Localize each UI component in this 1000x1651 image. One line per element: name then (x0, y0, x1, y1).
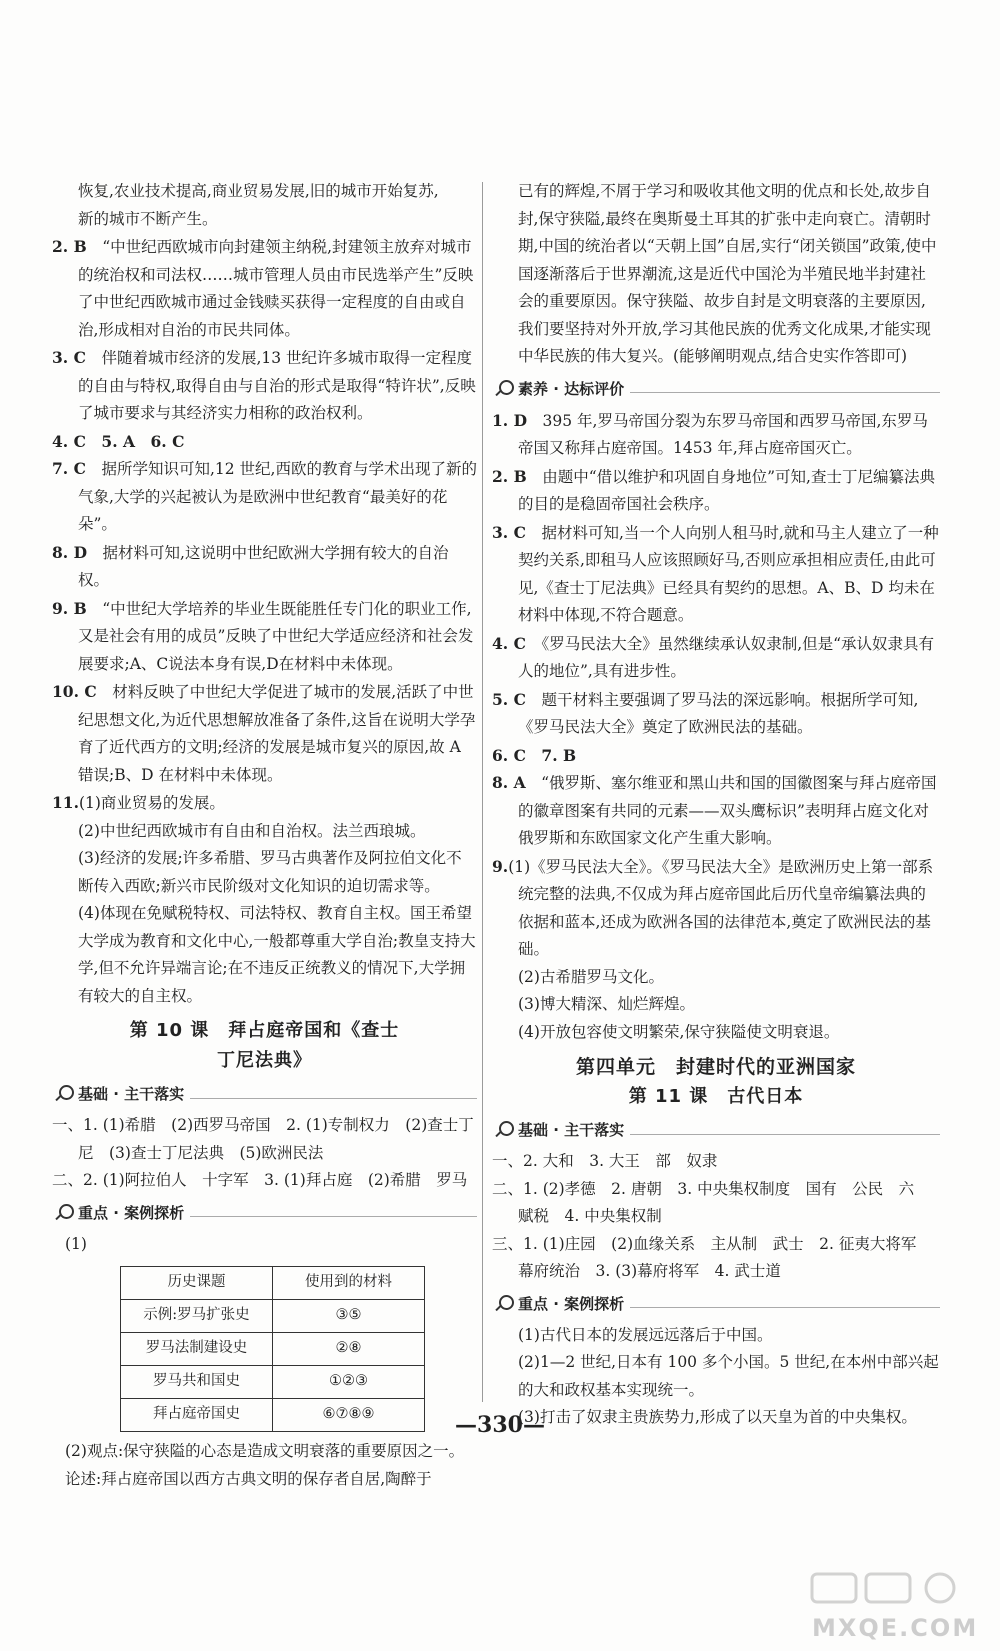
answer-number: 11. (52, 793, 79, 812)
answer-number: 7. C (52, 459, 86, 478)
answer-item: 6. C 7. B (492, 745, 577, 765)
answer-part: (1)古代日本的发展远远落后于中国。 (518, 1325, 773, 1344)
answer-part: (2)1—2 世纪,日本有 100 多个小国。5 世纪,在本州中部兴起的大和政权基本实现统一。 (518, 1353, 939, 1399)
answer-item (52, 678, 477, 789)
answer-number: 9. B (52, 598, 87, 618)
answer-number: 4. C (492, 633, 526, 653)
section-label: 基础 · 主干落实 (518, 1121, 625, 1140)
magnifier-icon (492, 1294, 514, 1316)
lesson-title (52, 1016, 477, 1076)
table-row (121, 1333, 425, 1366)
watermark-url: MXQE.COM (812, 1614, 979, 1642)
table-cell: 罗马法制建设史 (121, 1333, 273, 1366)
answer-item: 一、2. 大和 3. 大王 部 奴隶 (492, 1152, 718, 1170)
answer-explanation: 材料反映了中世纪大学促进了城市的发展,活跃了中世纪思想文化,为近代思想解放准备了条件,这旨在说明大学孕育了近代西方的文明;经济的发展是城市复兴的原因,故 A 错误;B、D 在材料中未体现。 (78, 683, 476, 784)
answer-item (492, 853, 940, 964)
watermark (800, 1570, 980, 1642)
answer-item (492, 630, 940, 686)
watermark-logo (810, 1570, 970, 1606)
table-row (121, 1366, 425, 1399)
section-rule (190, 1098, 477, 1099)
answer-number: 10. C (52, 682, 97, 701)
table-cell: 示例:罗马扩张史 (121, 1300, 273, 1333)
answer-explanation: 伴随着城市经济的发展,13 世纪许多城市取得一定程度的自由与特权,取得自由与自治的形式是取得“特许状”,反映了城市要求与其经济实力相称的政治权利。 (78, 349, 476, 422)
answer-explanation: “中世纪大学培养的毕业生既能胜任专门化的职业工作,又是社会有用的成员”反映了中世纪大学适应经济和社会发展要求;A、C说法本身有误,D在材料中未体现。 (78, 599, 474, 673)
answer-part: (2)中世纪西欧城市有自由和自治权。法兰西琅城。 (78, 821, 426, 840)
section-rule (190, 1216, 477, 1217)
section-label: 重点 · 案例探析 (518, 1294, 625, 1313)
answer-item (52, 595, 477, 679)
answer-item (52, 233, 477, 344)
lesson-title-line: 丁尼法典》 (217, 1050, 312, 1071)
answer-explanation: “俄罗斯、塞尔维亚和黑山共和国的国徽图案与拜占庭帝国的徽章图案有共同的元素——双头鹰标识”表明拜占庭文化对俄罗斯和东欧国家文化产生重大影响。 (518, 774, 937, 847)
table-cell: ②⑧ (273, 1333, 425, 1366)
answer-number: 2. B (52, 237, 87, 256)
answer-number: 1. D (492, 410, 528, 430)
table-cell: ⑥⑦⑧⑨ (273, 1399, 425, 1432)
section-rule (630, 392, 940, 393)
answer-part: 论述:拜占庭帝国以西方古典文明的保存者自居,陶醉于 (65, 1469, 432, 1488)
answer-item (492, 463, 940, 519)
answer-part: (2)观点:保守狭隘的心态是造成文明衰落的重要原因之一。 (65, 1442, 465, 1460)
answer-explanation: 由题中“借以维护和巩固自身地位”可知,查士丁尼编纂法典的目的是稳固帝国社会秩序。 (518, 467, 935, 513)
answer-item: 一、1. (1)希腊 (2)西罗马帝国 2. (1)专制权力 (2)查士丁尼 (3)查士丁尼法典 (5)欧洲民法 (52, 1116, 474, 1162)
section-header (52, 1199, 477, 1229)
answer-item: 二、1. (2)孝德 2. 唐朝 3. 中央集权制度 国有 公民 六 赋税 4. 中央集权制 (492, 1179, 930, 1225)
answer-item (52, 455, 477, 539)
answer-part: (1)《罗马民法大全》。《罗马民法大全》是欧洲历史上第一部系统完整的法典,不仅成为拜占庭帝国此后历代皇帝编纂法典的依据和蓝本,还成为欧洲各国的法律范本,奠定了欧洲民法的基础。 (508, 857, 934, 958)
answer-part: (3)博大精深、灿烂辉煌。 (518, 995, 695, 1013)
materials-table (120, 1266, 425, 1432)
answer-item (492, 519, 940, 630)
section-header (492, 1116, 940, 1146)
answer-part: (2)古希腊罗马文化。 (518, 967, 664, 986)
table-header: 历史课题 (121, 1267, 273, 1300)
section-rule (630, 1134, 940, 1135)
right-column (492, 178, 940, 1432)
magnifier-icon (492, 379, 514, 401)
answer-number: 3. C (492, 522, 526, 542)
answer-part: (3)经济的发展;许多希腊、罗马古典著作及阿拉伯文化不断传入西欧;新兴市民阶级对文化知识的迫切需求等。 (78, 849, 462, 895)
table-cell: ③⑤ (273, 1300, 425, 1333)
answer-number: 9. (492, 856, 509, 876)
answer-item (492, 769, 940, 853)
answer-explanation: “中世纪西欧城市向封建领主纳税,封建领主放弃对城市的统治权和司法权……城市管理人员由市民选举产生”反映了中世纪西欧城市通过金钱赎买获得一定程度的自由或自治,形成相对自治的市民共同体。 (78, 238, 474, 339)
magnifier-icon (52, 1084, 74, 1106)
magnifier-icon (492, 1120, 514, 1142)
answer-part: (3)打击了奴隶主贵族势力,形成了以天皇为首的中央集权。 (518, 1408, 917, 1426)
answer-part: (4)体现在免赋税特权、司法特权、教育自主权。国王希望大学成为教育和文化中心,一般都尊重大学自治;教皇支持大学,但不允许异端言论;在不违反正统教义的情况下,大学拥有较大的自主权。 (78, 904, 476, 1005)
answer-number: 8. A (492, 773, 526, 792)
answer-item (52, 539, 477, 595)
answer-item: 4. C 5. A 6. C (52, 431, 185, 451)
lesson-title: 第 11 课 古代日本 (628, 1086, 804, 1107)
answer-item: 二、2. (1)阿拉伯人 十字军 3. (1)拜占庭 (2)希腊 罗马 (52, 1171, 468, 1189)
table-header-row (121, 1267, 425, 1300)
answer-item (52, 789, 477, 818)
table-cell: ①②③ (273, 1366, 425, 1399)
lesson-title-line: 第 10 课 拜占庭帝国和《查士 (129, 1020, 400, 1041)
answer-item (492, 407, 940, 463)
section-rule (630, 1307, 940, 1308)
answer-part: (4)开放包容使文明繁荣,保守狭隘使文明衰退。 (518, 1022, 840, 1041)
answer-number: 5. C (492, 689, 526, 709)
answer-explanation: 《罗马民法大全》虽然继续承认奴隶制,但是“承认奴隶具有人的地位”,具有进步性。 (518, 634, 935, 680)
section-label: 基础 · 主干落实 (78, 1085, 185, 1104)
page-number: —330— (455, 1412, 545, 1438)
answer-item (492, 686, 940, 742)
table-header: 使用到的材料 (273, 1267, 425, 1300)
answer-part: (1) (65, 1234, 87, 1253)
section-label: 重点 · 案例探析 (78, 1203, 185, 1222)
continued-text: 恢复,农业技术提高,商业贸易发展,旧的城市开始复苏, (78, 182, 439, 200)
continued-text: 已有的辉煌,不屑于学习和吸收其他文明的优点和长处,故步自封,保守狭隘,最终在奥斯曼土耳其的扩张中走向衰亡。清朝时期,中国的统治者以“天朝上国”自居,实行“闭关锁国”政策,使中国逐渐落后于世界潮流,这是近代中国沦为半殖民地半封建社会的重要原因。保守狭隘、故步自封是文明衰落的主要原因,我们要坚持对外开放,学习其他民族的优秀文化成果,才能实现中华民族的伟大复兴。(能够阐明观点,结合史实作答即可) (518, 182, 937, 365)
table-row (121, 1300, 425, 1333)
left-column (52, 178, 477, 1493)
answer-number: 2. B (492, 466, 527, 486)
answer-explanation: 据材料可知,当一个人向别人租马时,就和马主人建立了一种契约关系,即租马人应该照顾好马,否则应承担相应责任,由此可见,《查士丁尼法典》已经具有契约的思想。A、B、D 均未在材料中体现,不符合题意。 (518, 523, 939, 624)
answer-explanation: 题干材料主要强调了罗马法的深远影响。根据所学可知,《罗马民法大全》奠定了欧洲民法的基础。 (518, 690, 919, 736)
answer-number: 3. C (52, 348, 86, 367)
section-header (52, 1080, 477, 1110)
unit-title: 第四单元 封建时代的亚洲国家 (575, 1056, 856, 1078)
table-cell: 拜占庭帝国史 (121, 1399, 273, 1432)
column-divider (482, 182, 483, 1402)
answer-item (52, 344, 477, 428)
section-header (492, 1290, 940, 1320)
table-cell: 罗马共和国史 (121, 1366, 273, 1399)
section-header (492, 375, 940, 405)
answer-explanation: 据材料可知,这说明中世纪欧洲大学拥有较大的自治权。 (78, 543, 449, 589)
answer-explanation: 395 年,罗马帝国分裂为东罗马帝国和西罗马帝国,东罗马帝国又称拜占庭帝国。1453 年,拜占庭帝国灭亡。 (518, 411, 928, 457)
answer-item: 三、1. (1)庄园 (2)血缘关系 主从制 武士 2. 征夷大将军 幕府统治 3. (3)幕府将军 4. 武士道 (492, 1234, 932, 1280)
answer-explanation: 据所学知识可知,12 世纪,西欧的教育与学术出现了新的气象,大学的兴起被认为是欧洲中世纪教育“最美好的花朵”。 (78, 460, 477, 533)
section-label: 素养 · 达标评价 (518, 379, 625, 398)
answer-part: (1)商业贸易的发展。 (78, 794, 225, 812)
continued-text: 新的城市不断产生。 (78, 209, 218, 228)
magnifier-icon (52, 1203, 74, 1225)
answer-number: 8. D (52, 542, 88, 562)
